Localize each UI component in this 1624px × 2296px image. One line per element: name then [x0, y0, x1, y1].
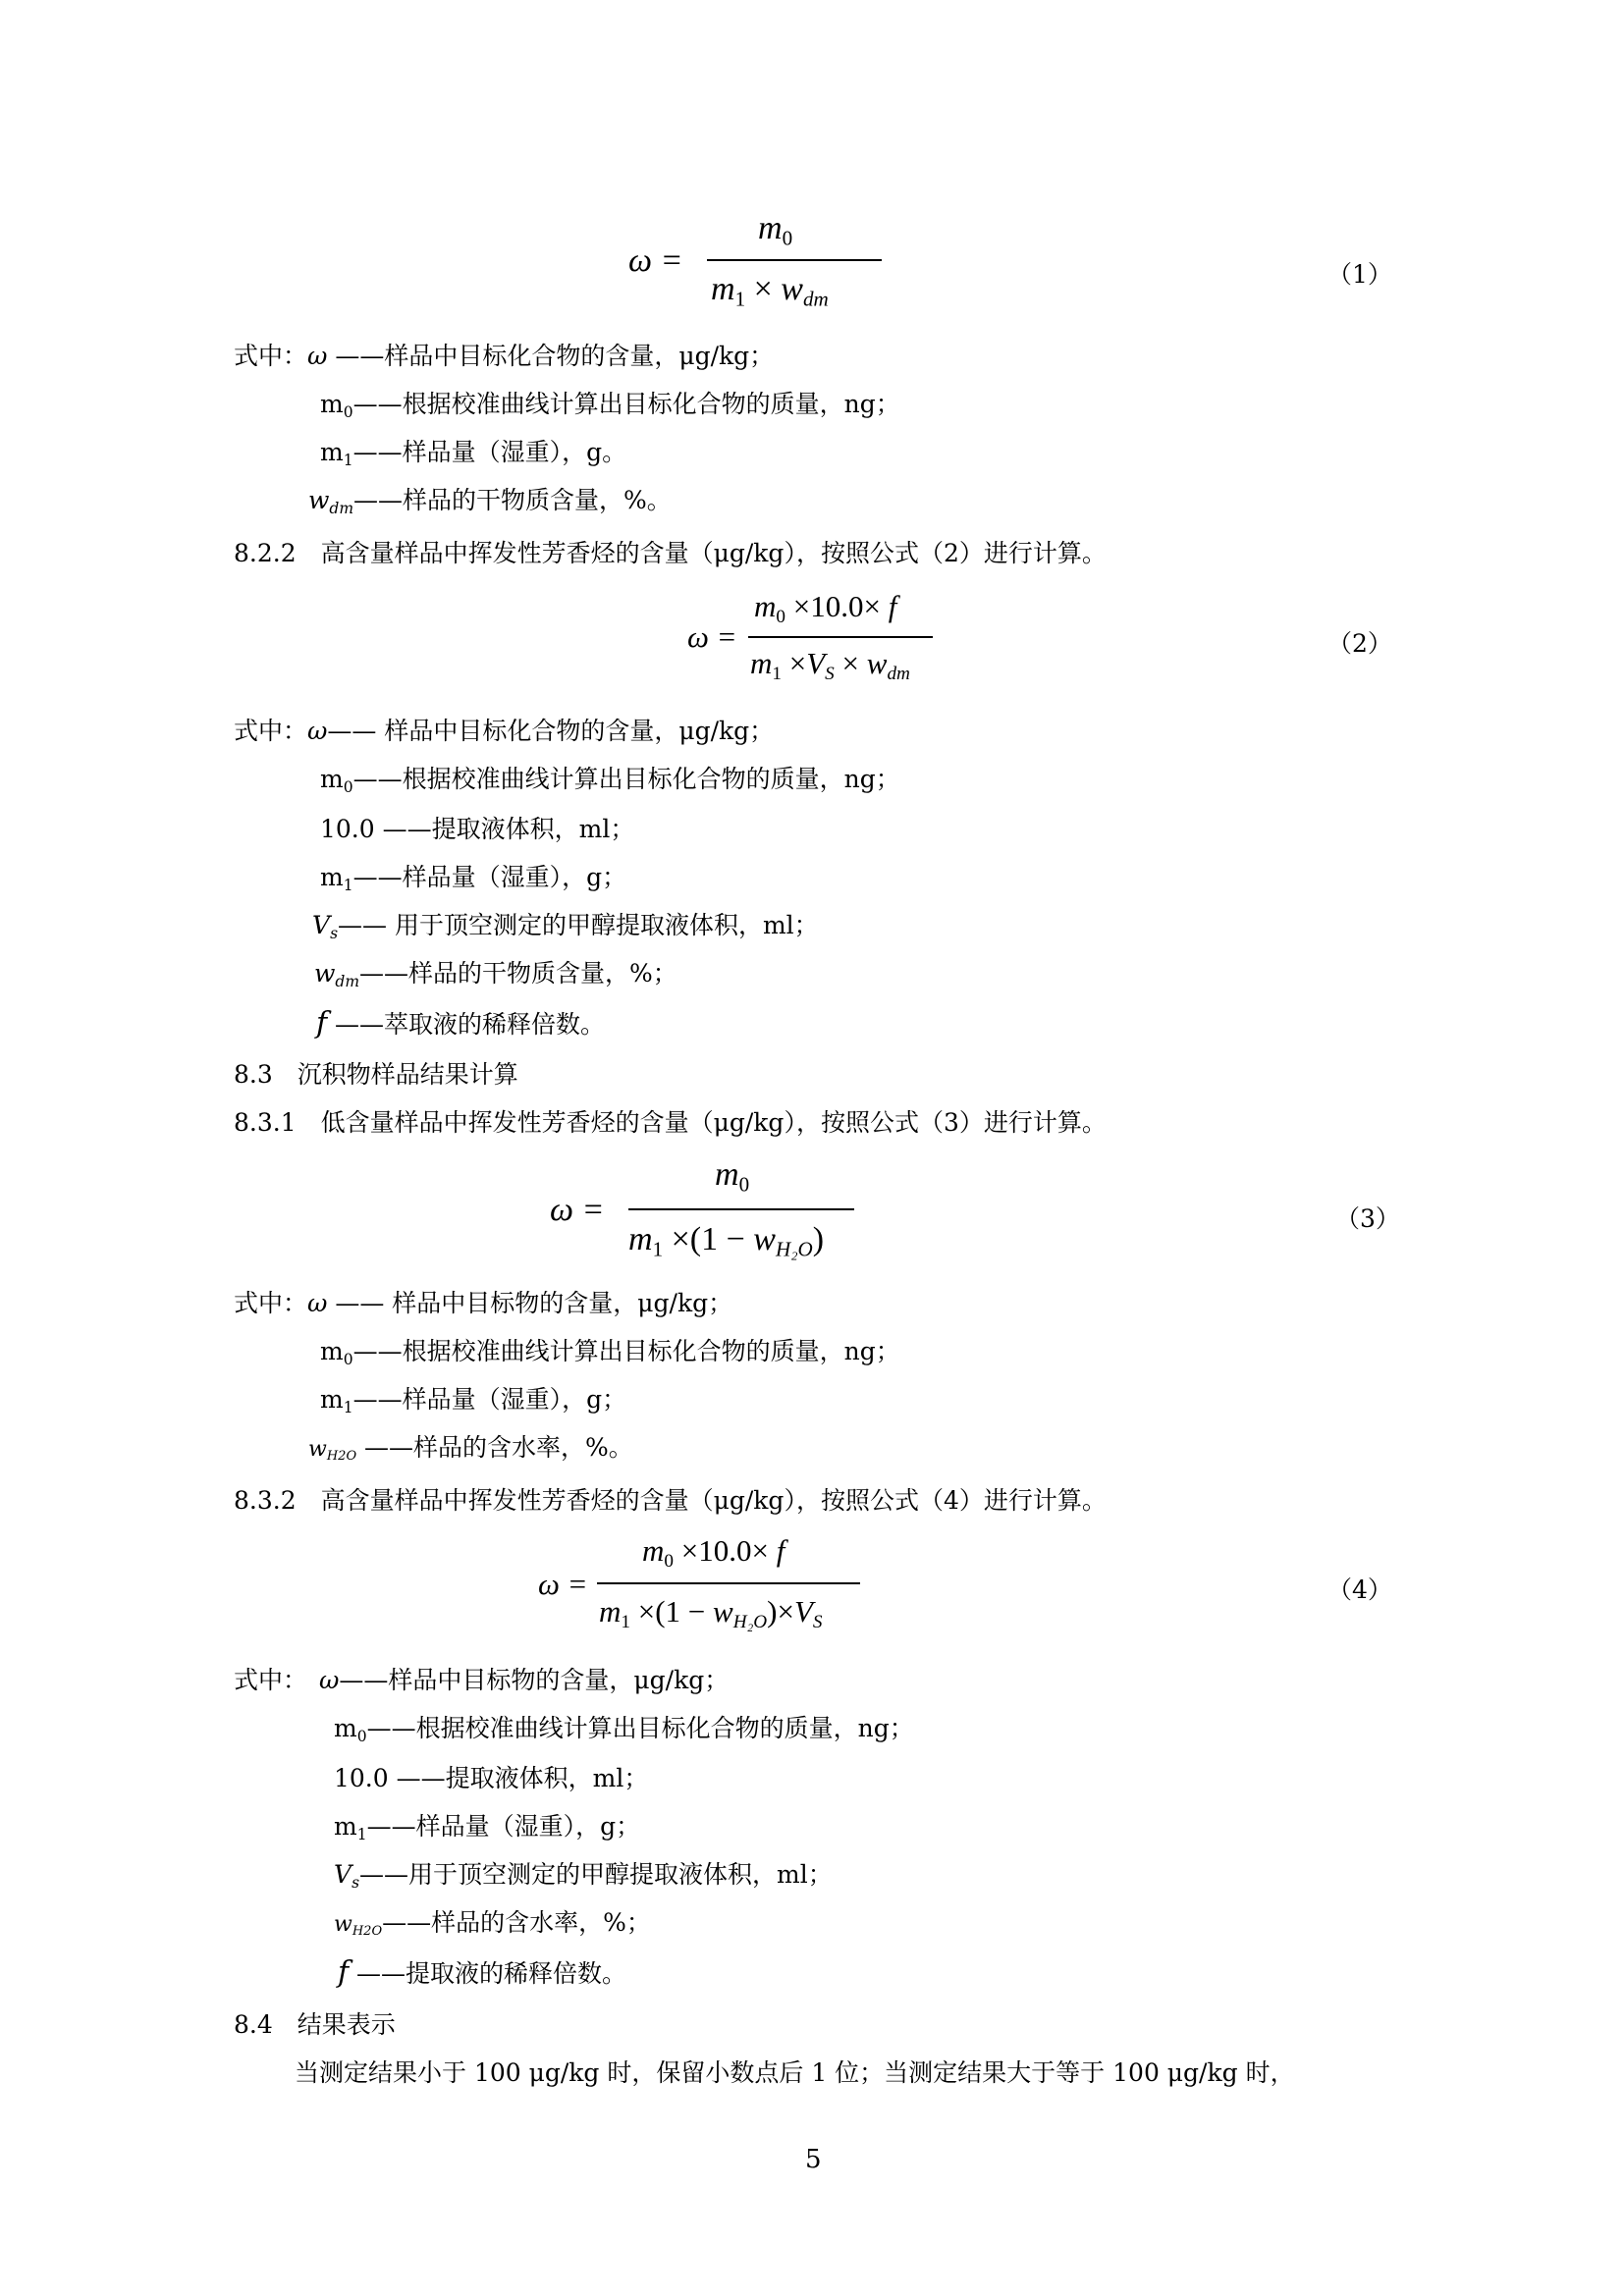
formula-1-lhs: ω =: [628, 242, 683, 279]
def4-wh2o: $w_{H2O}——$样品的含水率，%；: [334, 1908, 651, 1940]
formula-3-number: （3）: [1335, 1204, 1400, 1233]
def2-wdm: $w_{dm}——$样品的干物质含量，%；: [314, 959, 677, 990]
def2-volume: 10.0 ——提取液体积，ml；: [320, 815, 635, 843]
section-8-3: 8.3 沉积物样品结果计算: [234, 1060, 518, 1089]
formula-2-denominator: $m_1 \times V_S \times w_{dm}$: [750, 646, 910, 685]
formula-2-numerator: $m_0 \times 10.0\times f$: [754, 589, 897, 628]
formula-1-numerator: $m_0$: [758, 210, 793, 250]
def1-omega: 式中：ω ——样品中目标化合物的含量，μg/kg；: [234, 342, 775, 370]
def4-m0: $m_0——$根据校准曲线计算出目标化合物的质量，ng；: [334, 1714, 914, 1745]
def3-m1: $m_1——$样品量（湿重），g；: [320, 1385, 627, 1416]
section-8-3-2: 8.3.2 高含量样品中挥发性芳香烃的含量（μg/kg），按照公式（4）进行计算。: [234, 1486, 1107, 1515]
def1-m0: $m_0——$根据校准曲线计算出目标化合物的质量，ng；: [320, 390, 900, 421]
formula-4-lhs: ω =: [538, 1567, 588, 1601]
def2-m1: $m_1——$样品量（湿重），g；: [320, 863, 627, 894]
formula-1-fraction-bar: [707, 259, 882, 261]
formula-2-lhs: ω =: [687, 619, 737, 654]
formula-4-numerator: $m_0 \times 10.0\times f$: [642, 1533, 785, 1573]
formula-1: [628, 208, 864, 316]
def3-wh2o: $w_{H2O}$ ——样品的含水率，%。: [308, 1433, 633, 1465]
formula-3-denominator: $m_1 \times(1 - w_{H_2O})$: [628, 1221, 825, 1261]
def2-m0: $m_0——$根据校准曲线计算出目标化合物的质量，ng；: [320, 765, 900, 796]
formula-3-lhs: ω =: [550, 1192, 605, 1228]
section-8-4: 8.4 结果表示: [234, 2010, 396, 2039]
formula-4-denominator: $m_1 \times(1 - w_{H_2O})\times V_S$: [599, 1594, 823, 1633]
formula-4-fraction-bar: [597, 1582, 860, 1584]
formula-1-number: （1）: [1327, 260, 1392, 289]
def4-volume: 10.0 ——提取液体积，ml；: [334, 1764, 649, 1792]
section-8-3-1: 8.3.1 低含量样品中挥发性芳香烃的含量（μg/kg），按照公式（3）进行计算。: [234, 1108, 1107, 1137]
formula-2-fraction-bar: [748, 636, 933, 638]
def1-wdm: $w_{dm}——$样品的干物质含量，%。: [308, 486, 672, 517]
def3-omega: 式中：ω —— 样品中目标物的含量，μg/kg；: [234, 1289, 733, 1317]
formula-3-numerator: $m_0$: [715, 1156, 750, 1197]
formula-3: [550, 1154, 874, 1272]
def4-m1: $m_1——$样品量（湿重），g；: [334, 1812, 641, 1843]
def2-f: f ——萃取液的稀释倍数。: [316, 1006, 606, 1041]
def4-f: f ——提取液的稀释倍数。: [338, 1955, 627, 1990]
def3-m0: $m_0——$根据校准曲线计算出目标化合物的质量，ng；: [320, 1337, 900, 1368]
formula-2-number: （2）: [1327, 629, 1392, 658]
def2-vs: $V_s——$ 用于顶空测定的甲醇提取液体积，ml；: [312, 911, 819, 942]
section-8-2-2: 8.2.2 高含量样品中挥发性芳香烃的含量（μg/kg），按照公式（2）进行计算。: [234, 539, 1107, 567]
formula-3-fraction-bar: [628, 1208, 854, 1210]
formula-1-denominator: $m_1 \times w_{dm}$: [711, 271, 829, 311]
def4-omega: 式中： ω——样品中目标物的含量，μg/kg；: [234, 1666, 730, 1694]
formula-4: [538, 1531, 872, 1639]
formula-2: [687, 587, 943, 689]
def2-omega: 式中：ω—— 样品中目标化合物的含量，μg/kg；: [234, 717, 775, 745]
formula-4-number: （4）: [1327, 1575, 1392, 1604]
page-number: 5: [805, 2145, 822, 2174]
def1-m1: $m_1——$样品量（湿重），g。: [320, 438, 627, 469]
section-8-4-paragraph: 当测定结果小于 100 μg/kg 时，保留小数点后 1 位；当测定结果大于等于 100 μg/kg 时，: [295, 2058, 1295, 2087]
def4-vs: $V_s——$用于顶空测定的甲醇提取液体积，ml；: [334, 1860, 833, 1892]
